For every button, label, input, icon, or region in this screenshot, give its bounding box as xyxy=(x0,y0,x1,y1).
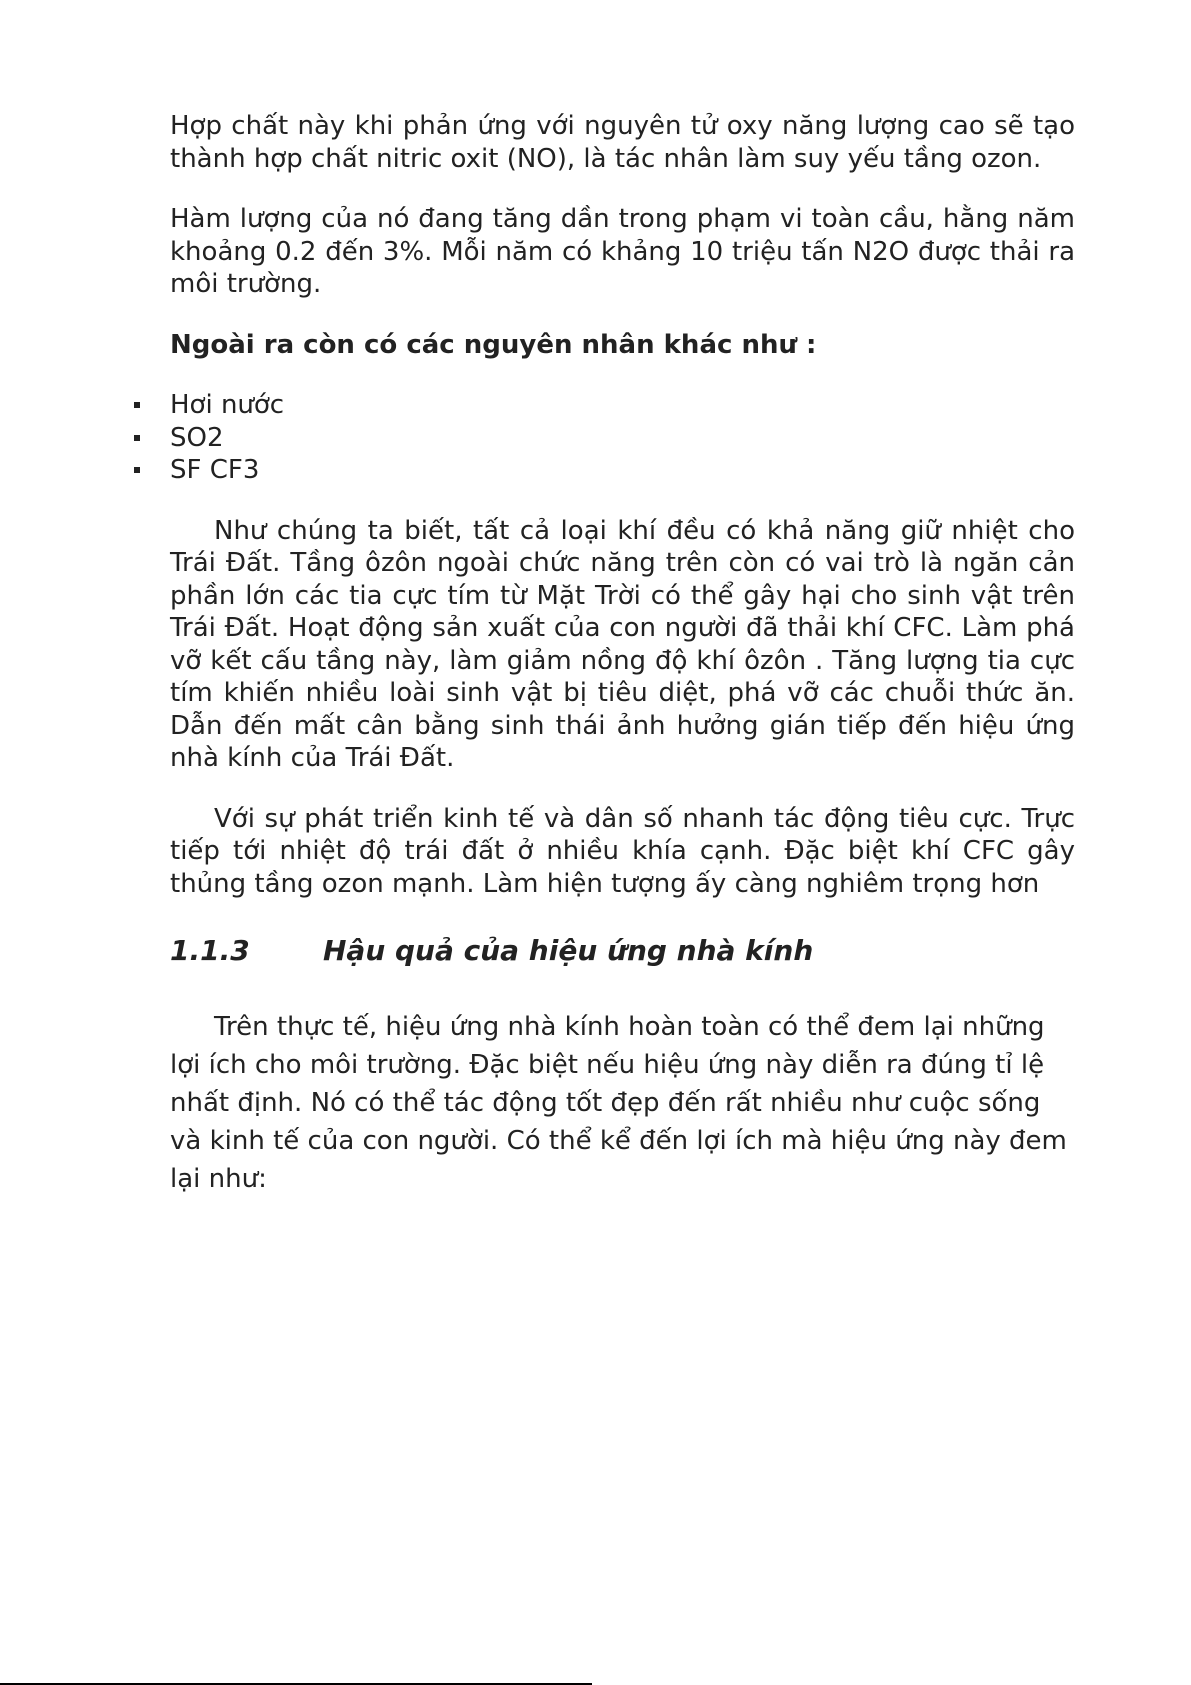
paragraph-economic-impact: Với sự phát triển kinh tế và dân số nhanh tác động tiêu cực. Trực tiếp tới nhiệt độ trái đất ở nhiều khía cạnh. Đặc biệt khí CFC gây thủng tầng ozon mạnh. Làm hiện tượng ấy càng nghiêm trọng hơn xyxy=(170,803,1075,899)
section-title: Hậu quả của hiệu ứng nhà kính xyxy=(323,934,814,967)
list-item-label: Hơi nước xyxy=(170,390,285,420)
section-heading xyxy=(170,934,1075,968)
paragraph-ozone-layer: Như chúng ta biết, tất cả loại khí đều có khả năng giữ nhiệt cho Trái Đất. Tầng ôzôn ngoài chức năng trên còn có vai trò là ngăn cản phần lớn các tia cực tím từ Mặt Trời có thể gây hại cho sinh vật trên Trái Đất. Hoạt động sản xuất của con người đã thải khí CFC. Làm phá vỡ kết cấu tầng này, làm giảm nồng độ khí ôzôn . Tăng lượng tia cực tím khiến nhiều loài sinh vật bị tiêu diệt, phá vỡ các chuỗi thức ăn. Dẫn đến mất cân bằng sinh thái ảnh hưởng gián tiếp đến hiệu ứng nhà kính của Trái Đất. xyxy=(170,515,1075,773)
square-bullet-icon xyxy=(134,467,140,473)
section-number: 1.1.3 xyxy=(170,934,250,967)
other-causes-subheading: Ngoài ra còn có các nguyên nhân khác như : xyxy=(170,329,817,360)
paragraph-no-ozone: Hợp chất này khi phản ứng với nguyên tử oxy năng lượng cao sẽ tạo thành hợp chất nitric oxit (NO), là tác nhân làm suy yếu tầng ozon. xyxy=(170,111,1075,174)
square-bullet-icon xyxy=(134,402,140,408)
list-item-label: SO2 xyxy=(170,422,224,453)
list-item xyxy=(170,422,1075,455)
list-item-label: SF CF3 xyxy=(170,455,260,485)
paragraph-greenhouse-benefits: Trên thực tế, hiệu ứng nhà kính hoàn toàn có thể đem lại những lợi ích cho môi trường. Đặc biệt nếu hiệu ứng này diễn ra đúng tỉ lệ nhất định. Nó có thể tác động tốt đẹp đến rất nhiều như cuộc sống và kinh tế của con người. Có thể kể đến lợi ích mà hiệu ứng này đem lại như: xyxy=(170,1012,1067,1194)
square-bullet-icon xyxy=(134,435,140,441)
list-item xyxy=(170,389,1075,422)
paragraph-n2o-content: Hàm lượng của nó đang tăng dần trong phạm vi toàn cầu, hằng năm khoảng 0.2 đến 3%. Mỗi năm có khảng 10 triệu tấn N2O được thải ra môi trường. xyxy=(170,204,1075,299)
document-page xyxy=(170,110,1075,1198)
list-item xyxy=(170,454,1075,487)
other-causes-list xyxy=(170,389,1075,487)
